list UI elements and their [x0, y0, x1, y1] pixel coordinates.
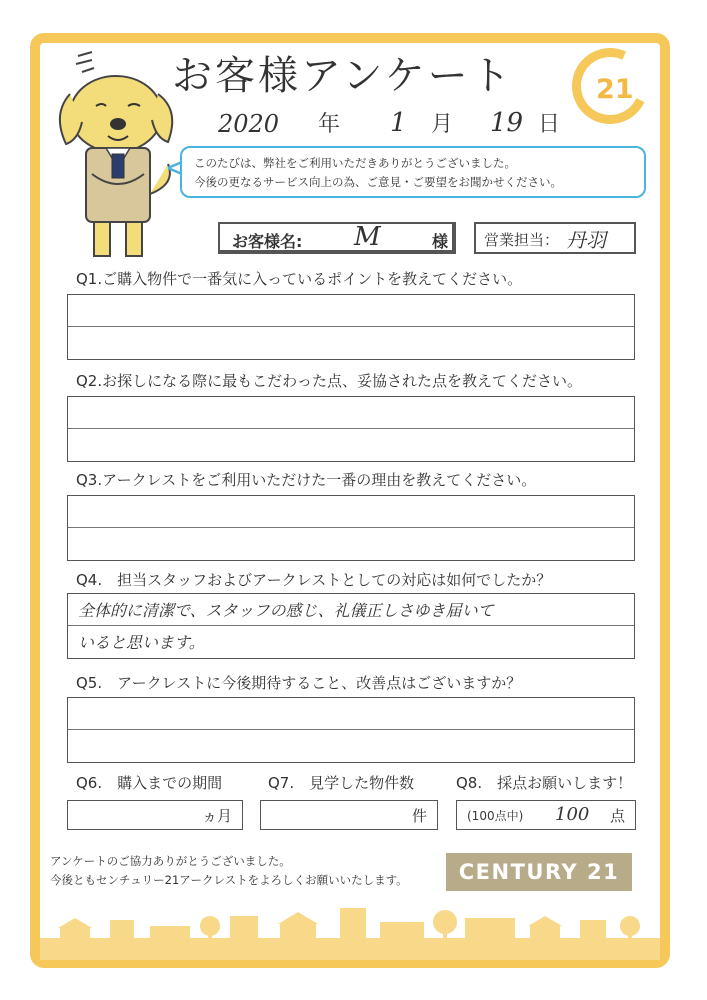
century21-logo-text: 21 — [596, 74, 634, 105]
question-5-label: Q5. アークレストに今後期待すること、改善点はございますか？ — [76, 674, 522, 692]
date-month: 1 — [390, 108, 407, 138]
thanks-message — [50, 852, 408, 890]
question-7-unit: 件 — [411, 807, 427, 825]
question-4-answer-line-2: いると思います。 — [78, 633, 205, 652]
intro-speech-bubble — [180, 146, 646, 198]
question-1-label: Q1.ご購入物件で一番気に入っているポイントを教えてください。 — [76, 270, 523, 288]
date-day: 19 — [490, 108, 524, 138]
dog-mascot-icon — [48, 44, 188, 264]
question-8-prefix: (100点中) — [467, 809, 524, 823]
intro-line-2: 今後の更なるサービス向上の為、ご意見・ご要望をお聞かせください。 — [194, 175, 562, 189]
customer-name-value: M — [354, 222, 381, 252]
thanks-line-2: 今後ともセンチュリー21アークレストをよろしくお願いいたします。 — [50, 873, 408, 887]
question-4-answer[interactable] — [67, 593, 635, 659]
question-7-label: Q7. 見学した物件数 — [268, 774, 415, 792]
page-title: お客様アンケート — [172, 53, 514, 99]
question-6-label: Q6. 購入までの期間 — [76, 774, 223, 792]
date-day-unit: 日 — [538, 112, 561, 137]
date-row — [218, 106, 578, 140]
question-5-answer[interactable] — [67, 697, 635, 763]
question-8-score: 100 — [555, 804, 590, 825]
question-2-answer[interactable] — [67, 396, 635, 462]
sales-staff-label: 営業担当： — [484, 231, 560, 249]
question-6-field[interactable] — [67, 800, 243, 830]
question-8-field[interactable] — [456, 800, 636, 830]
question-7-field[interactable] — [260, 800, 438, 830]
question-4-label: Q4. 担当スタッフおよびアークレストとしての対応は如何でしたか？ — [76, 571, 552, 589]
customer-name-label: お客様名: — [232, 232, 303, 251]
question-6-unit: ヵ月 — [201, 807, 232, 825]
town-silhouette-icon — [40, 898, 660, 960]
question-2-label: Q2.お探しになる際に最もこだわった点、妥協された点を教えてください。 — [76, 372, 582, 390]
date-year-unit: 年 — [318, 112, 341, 137]
intro-line-1: このたびは、弊社をご利用いただきありがとうございました。 — [194, 156, 516, 170]
question-8-unit: 点 — [609, 807, 625, 825]
sales-staff-value: 丹羽 — [566, 228, 606, 252]
date-month-unit: 月 — [431, 112, 454, 137]
date-year: 2020 — [218, 110, 280, 138]
question-8-label: Q8. 採点お願いします！ — [456, 774, 633, 792]
question-4-answer-line-1: 全体的に清潔で、スタッフの感じ、礼儀正しさゆき届いて — [78, 601, 494, 620]
century21-brand-banner: CENTURY 21 — [446, 853, 632, 891]
customer-name-suffix: 様 — [432, 232, 449, 251]
question-3-label: Q3.アークレストをご利用いただけた一番の理由を教えてください。 — [76, 471, 537, 489]
question-3-answer[interactable] — [67, 495, 635, 561]
sales-staff-field[interactable] — [474, 222, 636, 254]
thanks-line-1: アンケートのご協力ありがとうございました。 — [50, 854, 291, 868]
question-1-answer[interactable] — [67, 294, 635, 360]
customer-name-field[interactable] — [218, 222, 456, 254]
